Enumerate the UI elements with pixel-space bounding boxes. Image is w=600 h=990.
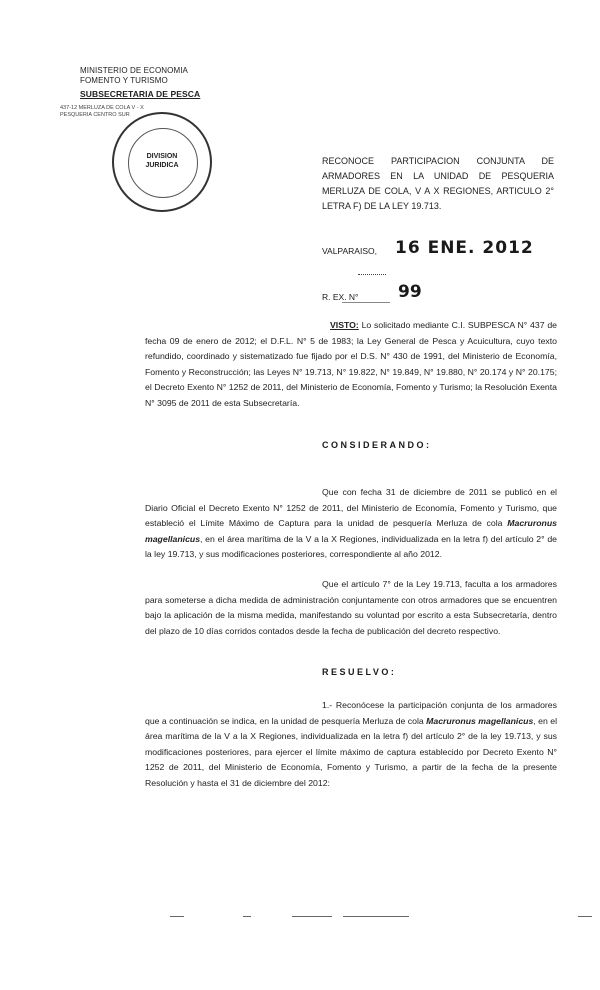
- resolution-number: 99: [398, 282, 422, 302]
- considerando-p1-species: Macruronus magellanicus: [145, 518, 557, 544]
- resuelvo-p1-text-b: , en el área marítima de la V a la X Regiones, individualizada en la letra f) del artículo 2° de la ley 19.713, y sus modificaciones posteriores, para ejercer el límite máximo de captura establecido por Decreto Exento N° 1252 de 2011, del Ministerio de Economía, Fomento y Turismo, a partir de la fecha de la presente Resolución y hasta el 31 de diciembre del 2012:: [145, 715, 557, 788]
- date-stamp: 16 ENE. 2012: [395, 238, 534, 258]
- visto-lead: VISTO:: [330, 320, 359, 330]
- resuelvo-p1-text-a: 1.- Reconócese la participación conjunta de los armadores que a continuación se indica, en la unidad de pesquería Merluza de cola: [145, 700, 557, 726]
- footer-mark-1: [170, 916, 184, 917]
- considerando-p1-text-b: , en el área marítima de la V a la X Regiones, individualizada en la letra f) del artículo 2° de la ley 19.713, y sus modificaciones posteriores, correspondiente al año 2012.: [145, 533, 557, 560]
- ministry-name: [80, 66, 188, 86]
- considerando-p1-text-a: Que con fecha 31 de diciembre de 2011 se publicó en el Diario Oficial el Decreto Exento N° 1252 de 2011, del Ministerio de Economía, Fomento y Turismo, que estableció el Límite Máximo de Captura para la unidad de pesquería Merluza de cola: [145, 487, 557, 529]
- considerando-heading: CONSIDERANDO:: [322, 440, 432, 450]
- resolution-number-line: [342, 302, 390, 303]
- resolution-subject: RECONOCE PARTICIPACION CONJUNTA DE ARMADORES EN LA UNIDAD DE PESQUERIA MERLUZA DE COLA, V A X REGIONES, ARTICULO 2° LETRA F) DE LA LEY 19.713.: [322, 156, 554, 211]
- dotted-mark: [358, 274, 386, 275]
- division-juridica-seal: [112, 112, 212, 212]
- visto-paragraph: [145, 318, 557, 412]
- footer-mark-2: [243, 916, 251, 917]
- resolution-label: R. EX. N°: [322, 292, 359, 302]
- seal-text: [114, 152, 210, 170]
- footer-mark-5: [578, 916, 592, 917]
- reference-code: [60, 105, 144, 119]
- ministry-line-2: FOMENTO Y TURISMO: [80, 76, 168, 85]
- reference-line-1: 437-12 MERLUZA DE COLA V - X: [60, 105, 144, 111]
- considerando-paragraph-1: [145, 485, 557, 563]
- considerando-p2-text: Que el artículo 7° de la Ley 19.713, faculta a los armadores para someterse a dicha medida de administración conjuntamente con otros armadores que se encuentren bajo la aplicación de la misma medida, manifestando su voluntad por escrito a esta Subsecretaría, dentro del plazo de 10 días corridos contados desde la fecha de publicación del decreto respectivo.: [145, 579, 557, 636]
- subsecretaria-name: SUBSECRETARIA DE PESCA: [80, 89, 201, 99]
- footer-mark-4: [343, 916, 409, 917]
- seal-text-line-2: JURIDICA: [145, 162, 179, 169]
- reference-line-2: PESQUERIA CENTRO SUR: [60, 112, 130, 118]
- ministry-line-1: MINISTERIO DE ECONOMIA: [80, 66, 188, 75]
- resuelvo-p1-species: Macruronus magellanicus: [426, 715, 534, 726]
- date-label: VALPARAISO,: [322, 246, 377, 256]
- resuelvo-paragraph-1: [145, 698, 557, 792]
- resuelvo-heading: RESUELVO:: [322, 667, 397, 677]
- footer-mark-3: [292, 916, 332, 917]
- seal-text-line-1: DIVISION: [146, 153, 178, 160]
- visto-text: Lo solicitado mediante C.I. SUBPESCA N° 437 de fecha 09 de enero de 2012; el D.F.L. N° 5 de 1983; la Ley General de Pesca y Acuicultura, cuyo texto refundido, coordinado y sistematizado fue fijado por el D.S. N° 430 de 1991, del Ministerio de Economía, Fomento y Reconstrucción; las Leyes N° 19.713, N° 19.822, N° 19.849, N° 19.880, N° 20.174 y N° 20.175; el Decreto Exento N° 1252 de 2011, del Ministerio de Economía, Fomento y Turismo; la Resolución Exenta N° 3095 de 2011 de esta Subsecretaría.: [145, 320, 557, 408]
- considerando-paragraph-2: [145, 577, 557, 639]
